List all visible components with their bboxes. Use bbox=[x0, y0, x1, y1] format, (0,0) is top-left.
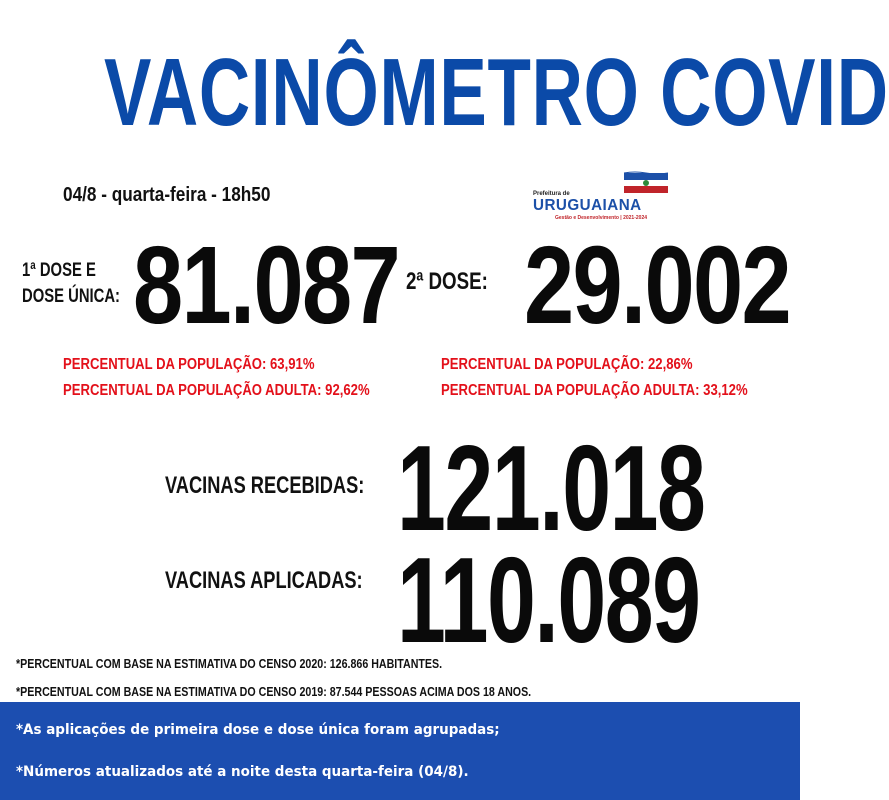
logo-prefix: Prefeitura de bbox=[533, 191, 570, 197]
applied-value: 110.089 bbox=[397, 532, 700, 668]
date-line: 04/8 - quarta-feira - 18h50 bbox=[63, 184, 271, 206]
dose2-pct-population: PERCENTUAL DA POPULAÇÃO: 22,86% bbox=[441, 356, 693, 373]
received-value: 121.018 bbox=[397, 420, 705, 556]
census-notes bbox=[16, 650, 531, 706]
dose1-pct-population: PERCENTUAL DA POPULAÇÃO: 63,91% bbox=[63, 356, 315, 373]
received-label: VACINAS RECEBIDAS: bbox=[165, 472, 365, 499]
dose1-label-line1: 1ª DOSE E bbox=[22, 260, 96, 281]
logo-subtitle: Gestão e Desenvolvimento | 2021-2024 bbox=[555, 215, 647, 221]
dose1-pct-adult: PERCENTUAL DA POPULAÇÃO ADULTA: 92,62% bbox=[63, 382, 370, 399]
footer-note-grouped: *As aplicações de primeira dose e dose única foram agrupadas; bbox=[16, 722, 500, 738]
dose1-percentages bbox=[63, 352, 370, 404]
uruguaiana-logo bbox=[531, 171, 681, 223]
footer-banner bbox=[0, 702, 800, 800]
applied-label: VACINAS APLICADAS: bbox=[165, 567, 363, 594]
dose2-percentages bbox=[441, 352, 748, 404]
page-title: VACINÔMETRO COVID bbox=[104, 39, 889, 146]
note-2020: *PERCENTUAL COM BASE NA ESTIMATIVA DO CENSO 2020: 126.866 HABITANTES. bbox=[16, 656, 443, 671]
dose1-label bbox=[22, 258, 120, 310]
dose1-value: 81.087 bbox=[133, 224, 400, 347]
dose2-value: 29.002 bbox=[524, 224, 791, 347]
flag-icon bbox=[624, 171, 668, 195]
dose2-pct-adult: PERCENTUAL DA POPULAÇÃO ADULTA: 33,12% bbox=[441, 382, 748, 399]
note-2019: *PERCENTUAL COM BASE NA ESTIMATIVA DO CENSO 2019: 87.544 PESSOAS ACIMA DOS 18 ANOS. bbox=[16, 684, 532, 699]
dose2-label: 2ª DOSE: bbox=[406, 268, 488, 295]
dose1-label-line2: DOSE ÚNICA: bbox=[22, 286, 120, 307]
logo-name: URUGUAIANA bbox=[533, 197, 642, 214]
footer-note-updated: *Números atualizados até a noite desta quarta-feira (04/8). bbox=[16, 764, 469, 780]
